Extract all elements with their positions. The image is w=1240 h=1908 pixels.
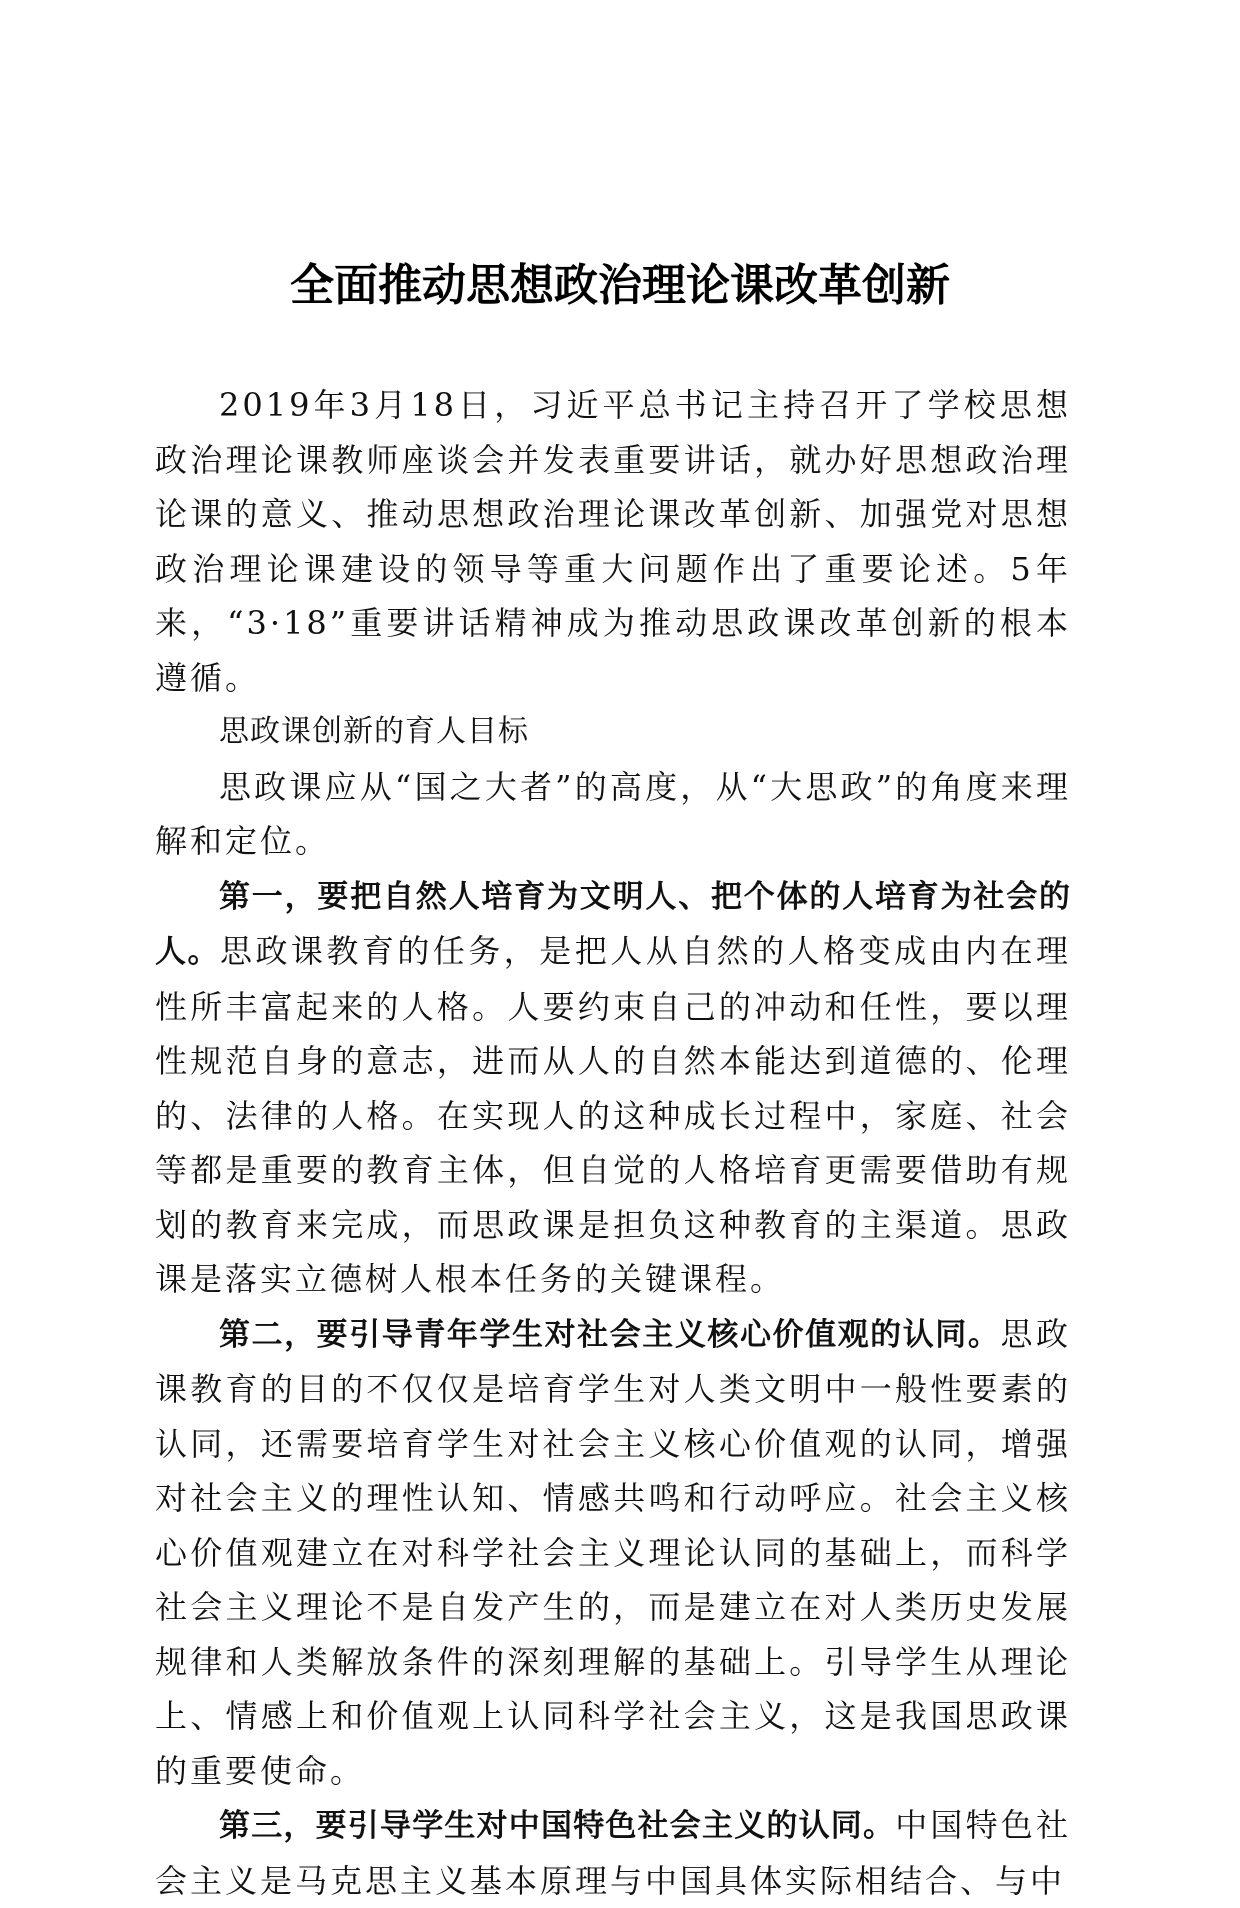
document-body [155,378,1071,1908]
point-paragraph-1 [155,869,1071,1307]
point-paragraph-2 [155,1307,1071,1799]
point-text-3: 中国特色社会主义是马克思主义基本原理与中国具体实际相结合、与中 [155,1806,1071,1900]
document-title: 全面推动思想政治理论课改革创新 [290,260,950,311]
point-text-2: 思政课教育的目的不仅仅是培育学生对人类文明中一般性要素的认同，还需要培育学生对社会主义核心价值观的认同，增强对社会主义的理性认知、情感共鸣和行动呼应。社会主义核心价值观建立在对科学社会主义理论认同的基础上，而科学社会主义理论不是自发产生的，而是建立在对人类历史发展规律和人类解放条件的深刻理解的基础上。引导学生从理论上、情感上和价值观上认同科学社会主义，这是我国思政课的重要使命。 [155,1314,1071,1790]
point-lead-1: 第一，要把自然人培育为文明人、把个体的人培育为社会的人。 [155,878,1071,970]
intro-paragraph: 2019年3月18日，习近平总书记主持召开了学校思想政治理论课教师座谈会并发表重要讲话，就办好思想政治理论课的意义、推动思想政治理论课改革创新、加强党对思想政治理论课建设的领导等重大问题作出了重要论述。5年来，“3·18”重要讲话精神成为推动思政课改革创新的根本遵循。 [155,386,1071,697]
point-lead-3: 第三，要引导学生对中国特色社会主义的认同。 [219,1808,896,1844]
point-lead-2: 第二，要引导青年学生对社会主义核心价值观的认同。 [219,1316,1001,1353]
point-text-1: 思政课教育的任务，是把人从自然的人格变成由内在理性所丰富起来的人格。人要约束自己的冲动和任性，要以理性规范自身的意志，进而从人的自然本能达到道德的、伦理的、法律的人格。在实现人的这种成长过程中，家庭、社会等都是重要的教育主体，但自觉的人格培育更需要借助有规划的教育来完成，而思政课是担负这种教育的主渠道。思政课是落实立德树人根本任务的关键课程。 [155,932,1071,1298]
section-heading: 思政课创新的育人目标 [219,714,529,749]
section-intro-paragraph: 思政课应从“国之大者”的高度，从“大思政”的角度来理解和定位。 [155,767,1071,860]
point-paragraph-3 [155,1798,1071,1908]
